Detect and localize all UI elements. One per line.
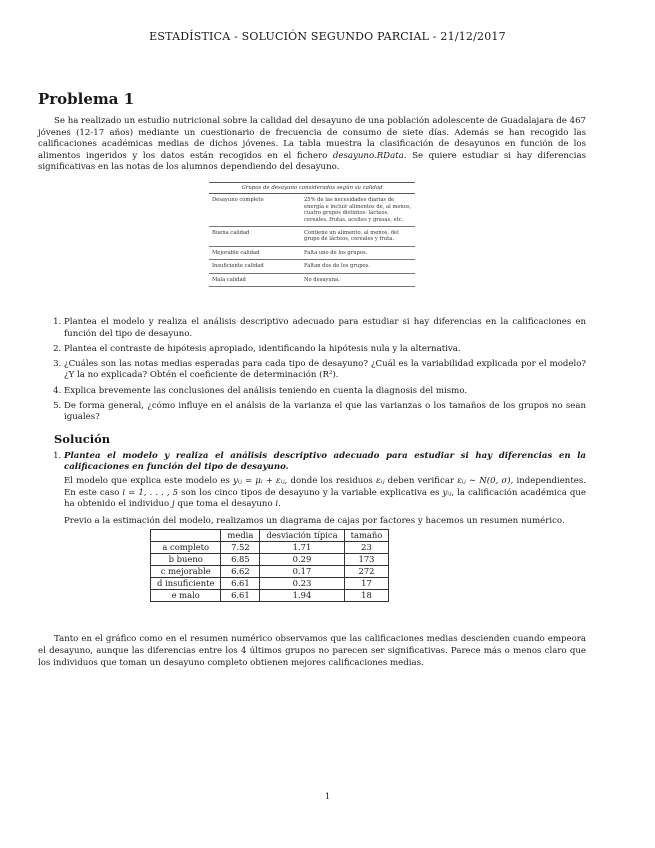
page-number: 1 <box>324 792 331 802</box>
problem-intro: Se ha realizado un estudio nutricional sobre la calidad del desayuno de una población adolescente de Guadalajara de 467 jóvenes (12-17 años) mediante un cuestionario de frecuencia de consumo de siete días. Además se han recogido las calificaciones académicas medias de dichos jóvenes. La tabla muestra la clasificación de desayunos en función de los alimentos ingeridos y los datos están recogidos en el fichero desayuno.RData. Se quiere estudiar si hay diferencias significativas en las notas de los alumnos dependiendo del desayuno. <box>38 116 586 173</box>
question-item: 4. Explica brevemente las conclusiones del análisis teniendo en cuenta la diagnosis del mismo. <box>64 386 586 398</box>
question-item: 3. ¿Cuáles son las notas medias esperadas para cada tipo de desayuno? ¿Cuál es la variabilidad explicada por el modelo? ¿Y la no explicada? Obtén el coeficiente de determinación (R²). <box>64 359 586 382</box>
table-row: Buena calidad Contiene un alimento, al menos, del grupo de lácteos, cereales y fruta. <box>209 227 415 247</box>
previo-paragraph: Previo a la estimación del modelo, realizamos un diagrama de cajas por factores y hacemos un resumen numérico. <box>64 515 565 526</box>
question-item: 2. Plantea el contraste de hipótesis apropiado, identificando la hipótesis nula y la alternativa. <box>64 344 586 356</box>
table-row: Insuficiente calidad Faltan dos de los grupos. <box>209 260 415 273</box>
solution-title: Solución <box>54 431 111 446</box>
questions-list <box>38 317 586 424</box>
summary-table <box>150 529 389 602</box>
table-row: e malo 6.61 1.94 18 <box>151 590 389 602</box>
breakfast-classification-table <box>209 182 415 287</box>
table-row: Mala calidad No desayuna. <box>209 273 415 286</box>
solution-item <box>64 451 586 528</box>
question-item: 1. Plantea el modelo y realiza el análisis descriptivo adecuado para estudiar si hay diferencias en la calificaciones en función del tipo de desayuno. <box>64 317 586 340</box>
data-file-name: desayuno.RData <box>332 150 404 161</box>
table-row: c mejorable 6.62 0.17 272 <box>151 566 389 578</box>
page-content <box>38 90 586 669</box>
problem-title: Problema 1 <box>38 90 135 108</box>
solution-list <box>38 451 586 528</box>
solution-question-title: 1. Plantea el modelo y realiza el análisis descriptivo adecuado para estudiar si hay diferencias en la calificaciones en función del tipo de desayuno. <box>64 450 586 473</box>
table-row: Mejorable calidad Falta uno de los grupos. <box>209 246 415 259</box>
classification-caption: Grupos de desayuno considerados según su calidad <box>209 182 415 194</box>
page-header: ESTADÍSTICA - SOLUCIÓN SEGUNDO PARCIAL - 21/12/2017 <box>149 30 506 43</box>
table-header-row: media desviación típica tamaño <box>151 530 389 542</box>
table-row: d insuficiente 6.61 0.23 17 <box>151 578 389 590</box>
table-row: b bueno 6.85 0.29 173 <box>151 554 389 566</box>
table-row: Desayuno completo 25% de las necesidades diarias de energía e incluir alimentos de, al menos, cuatro grupos distintos: lácteos, cereales, frutas, aceites y grasas, etc. <box>209 194 415 226</box>
model-paragraph: El modelo que explica este modelo es yᵢⱼ = μᵢ + εᵢⱼ, donde los residuos εᵢⱼ deben verificar εᵢⱼ ∼ N(0, σ), independientes. En este caso i = 1, . . . , 5 son los cinco tipos de desayuno y la variable explicativa es yᵢⱼ, la calificación académica que ha obtenido el individuo j que toma el desayuno i. <box>64 475 587 510</box>
table-row: a completo 7.52 1.71 23 <box>151 542 389 554</box>
question-item: 5. De forma general, ¿cómo influye en el análsis de la varianza el que las varianzas o los tamaños de los grupos no sean iguales? <box>64 401 586 424</box>
closing-paragraph: Tanto en el gráfico como en el resumen numérico observamos que las calificaciones medias descienden cuando empeora el desayuno, aunque las diferencias entre los 4 últimos grupos no parecen ser significativas. Parece más o menos claro que los individuos que toman un desayuno completo obtienen mejores calificaciones medias. <box>38 634 586 668</box>
